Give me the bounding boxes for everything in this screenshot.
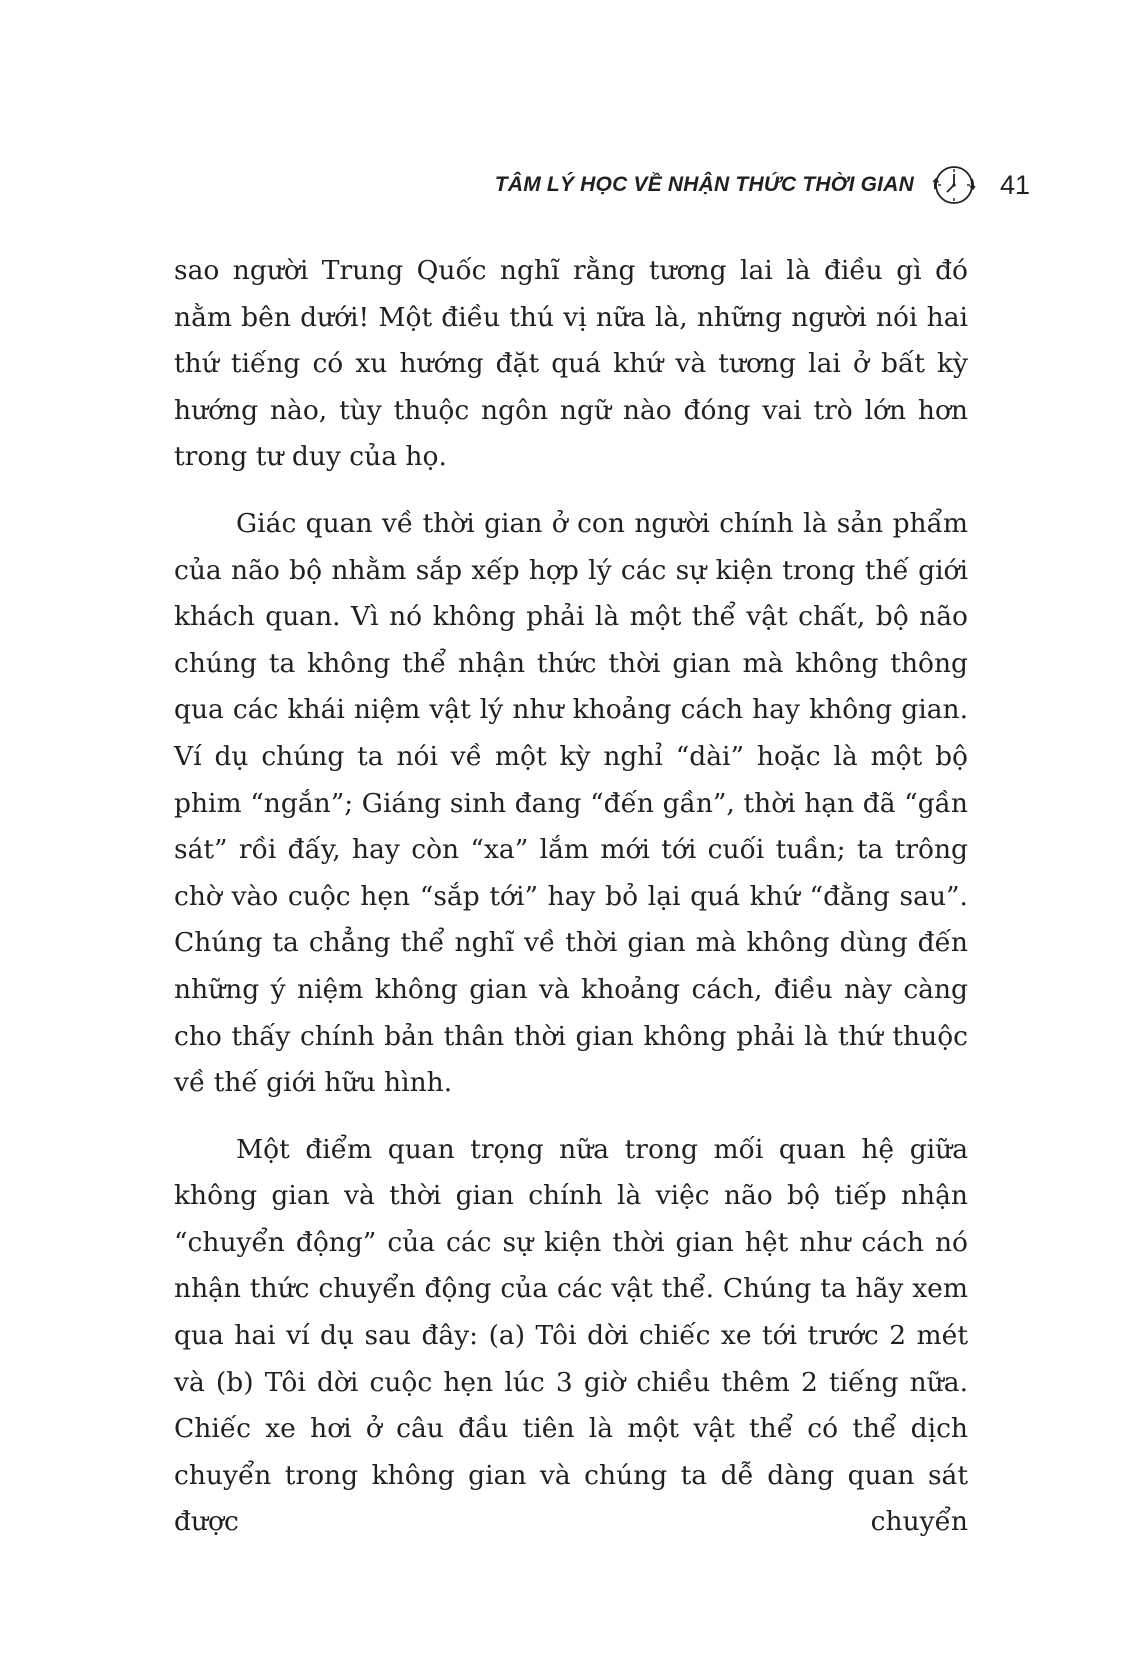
paragraph-continues-next-page: Một điểm quan trọng nữa trong mối quan hệ giữa không gian và thời gian chính là việc não bộ tiếp nhận “chuyển động” của các sự kiện thời gian hệt như cách nó nhận thức chuyển động của các vật thể. Chúng ta hãy xem qua hai ví dụ sau đây: (a) Tôi dời chiếc xe tới trước 2 mét và (b) Tôi dời cuộc hẹn lúc 3 giờ chiều thêm 2 tiếng nữa. Chiếc xe hơi ở câu đầu tiên là một vật thể có thể dịch chuyển trong không gian và chúng ta dễ dàng quan sát được chuyển	[174, 1133, 968, 1538]
running-title: TÂM LÝ HỌC VỀ NHẬN THỨC THỜI GIAN	[494, 173, 914, 196]
paragraph-continued: sao người Trung Quốc nghĩ rằng tương lai là điều gì đó nằm bên dưới! Một điều thú vị nữa là, những người nói hai thứ tiếng có xu hướng đặt quá khứ và tương lai ở bất kỳ hướng nào, tùy thuộc ngôn ngữ nào đóng vai trò lớn hơn trong tư duy của họ.	[174, 255, 968, 473]
running-header	[495, 160, 1030, 210]
body-text	[174, 248, 968, 1546]
clock-icon	[928, 159, 980, 211]
page-number: 41	[999, 169, 1030, 200]
paragraph: Giác quan về thời gian ở con người chính là sản phẩm của não bộ nhằm sắp xếp hợp lý các sự kiện trong thế giới khách quan. Vì nó không phải là một thể vật chất, bộ não chúng ta không thể nhận thức thời gian mà không thông qua các khái niệm vật lý như khoảng cách hay không gian. Ví dụ chúng ta nói về một kỳ nghỉ “dài” hoặc là một bộ phim “ngắn”; Giáng sinh đang “đến gần”, thời hạn đã “gần sát” rồi đấy, hay còn “xa” lắm mới tới cuối tuần; ta trông chờ vào cuộc hẹn “sắp tới” hay bỏ lại quá khứ “đằng sau”. Chúng ta chẳng thể nghĩ về thời gian mà không dùng đến những ý niệm không gian và khoảng cách, điều này càng cho thấy chính bản thân thời gian không phải là thứ thuộc về thế giới hữu hình.	[174, 507, 968, 1099]
